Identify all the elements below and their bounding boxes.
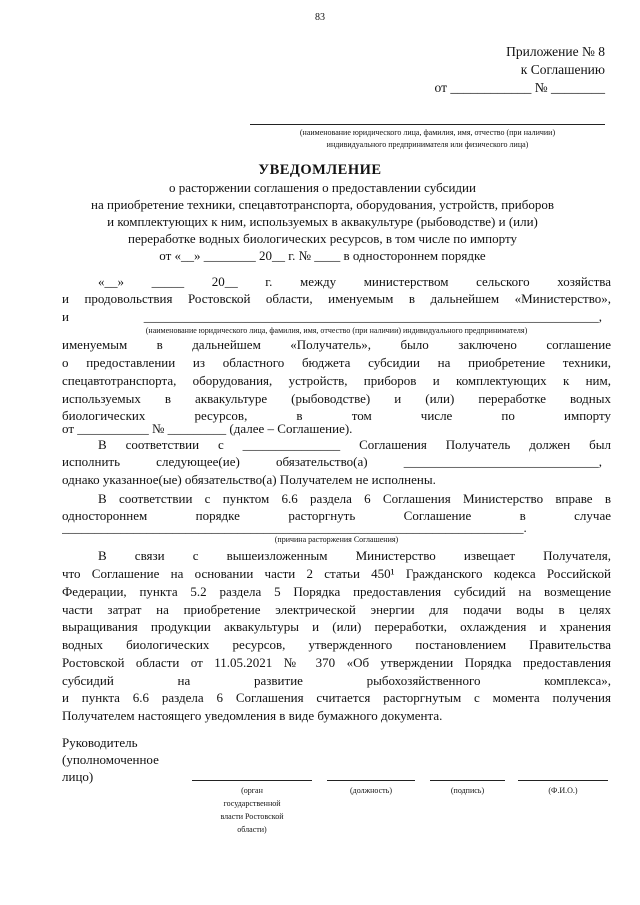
body5-line-2: что Соглашение на основании части 2 статьи 450¹ Гражданского кодекса Российской	[62, 566, 611, 581]
annex-line-3: от ____________ № ________	[434, 80, 605, 95]
subtitle-line-5: от «__» ________ 20__ г. № ____ в одностороннем порядке	[159, 248, 486, 263]
recipient-caption-2: индивидуального предпринимателя или физического лица)	[326, 140, 529, 149]
position-line	[327, 780, 415, 781]
body1-line-1: «__» _____ 20__ г. между министерством сельского хозяйства	[98, 274, 611, 289]
body5-line-7: Ростовской области от 11.05.2021 № 370 «Об утверждении Порядка предоставления	[62, 655, 611, 670]
body2-line-2: о предоставлении из областного бюджета субсидии на приобретение техники,	[62, 355, 611, 370]
fio-caption: (Ф.И.О.)	[548, 786, 578, 795]
annex-line-1: Приложение № 8	[506, 44, 605, 59]
body3-line-3: однако указанное(ые) обязательство(а) Получателем не исполнены.	[62, 472, 436, 487]
signature-line	[430, 780, 505, 781]
organ-line	[192, 780, 312, 781]
body5-line-5: выращивания продукции аквакультуры и (или) переработки, охлаждения и хранения	[62, 619, 611, 634]
subtitle-line-1: о расторжении соглашения о предоставлении субсидии	[169, 180, 476, 195]
body4-line-1: В соответствии с пунктом 6.6 раздела 6 Соглашения Министерство вправе в	[98, 491, 611, 506]
body4-line-3: _______________________________________________________________________.	[62, 520, 527, 535]
body2-line-3: спецавтотранспорта, оборудования, устройств, приборов и комплектующих к ним,	[62, 373, 611, 388]
body2-line-1: именуемым в дальнейшем «Получатель», было заключено соглашение	[62, 337, 611, 352]
organ-caption-2: государственной	[223, 799, 281, 808]
subtitle-line-3: и комплектующих к ним, используемых в аквакультуре (рыбоводстве) и (или)	[107, 214, 538, 229]
signer-line-1: Руководитель	[62, 735, 138, 750]
fio-line	[518, 780, 608, 781]
body3-line-1: В соответствии с _______________ Соглашения Получатель должен был	[98, 437, 611, 452]
position-caption: (должность)	[350, 786, 392, 795]
reason-caption: (причина расторжения Соглашения)	[274, 535, 399, 544]
page-number: 83	[315, 12, 325, 23]
body1-line-2: и продовольствия Ростовской области, именуемым в дальнейшем «Министерство»,	[62, 291, 611, 306]
body2-line-5: биологических ресурсов, в том числе по импорту	[62, 408, 611, 423]
body1-line-3: и ______________________________________________________________________,	[62, 309, 602, 324]
recipient-caption-1: (наименование юридического лица, фамилия, имя, отчество (при наличии)	[299, 128, 556, 137]
body5-line-6: водных биологических ресурсов, утвержденного постановлением Правительства	[62, 637, 611, 652]
subtitle-line-4: переработке водных биологических ресурсов, в том числе по импорту	[128, 231, 517, 246]
body3-line-2: исполнить следующее(ие) обязательство(а) ______________________________,	[62, 454, 602, 469]
signer-line-2: (уполномоченное	[62, 752, 159, 767]
body5-line-10: Получателем настоящего уведомления в виде бумажного документа.	[62, 708, 443, 723]
subtitle-line-2: на приобретение техники, спецавтотранспорта, оборудования, устройств, приборов	[91, 197, 554, 212]
document-title: УВЕДОМЛЕНИЕ	[258, 162, 382, 178]
body5-line-3: Федерации, пункта 5.2 раздела 5 Порядка предоставления субсидий на возмещение	[62, 584, 611, 599]
party-caption: (наименование юридического лица, фамилия, имя, отчество (при наличии) индивидуального предпринимателя)	[145, 326, 528, 335]
recipient-line	[250, 124, 605, 125]
body5-line-1: В связи с вышеизложенным Министерство извещает Получателя,	[98, 548, 611, 563]
body2-line-4: используемых в аквакультуре (рыбоводстве) и (или) переработке водных	[62, 391, 611, 406]
body4-line-2: одностороннем порядке расторгнуть Соглашение в случае	[62, 508, 611, 523]
body2-line-6: от ___________ № _________ (далее – Соглашение).	[62, 421, 353, 436]
signature-caption: (подпись)	[450, 786, 485, 795]
annex-line-2: к Соглашению	[520, 62, 605, 77]
organ-caption-4: области)	[237, 825, 267, 834]
organ-caption-1: (орган	[241, 786, 263, 795]
signer-line-3: лицо)	[62, 769, 94, 784]
body5-line-9: и пункта 6.6 раздела 6 Соглашения считается расторгнутым с момента получения	[62, 690, 611, 705]
body5-line-8: субсидий на развитие рыбохозяйственного комплекса»,	[62, 673, 611, 688]
body5-line-4: части затрат на приобретение электрической энергии для подачи воды в целях	[62, 602, 611, 617]
organ-caption-3: власти Ростовской	[220, 812, 284, 821]
